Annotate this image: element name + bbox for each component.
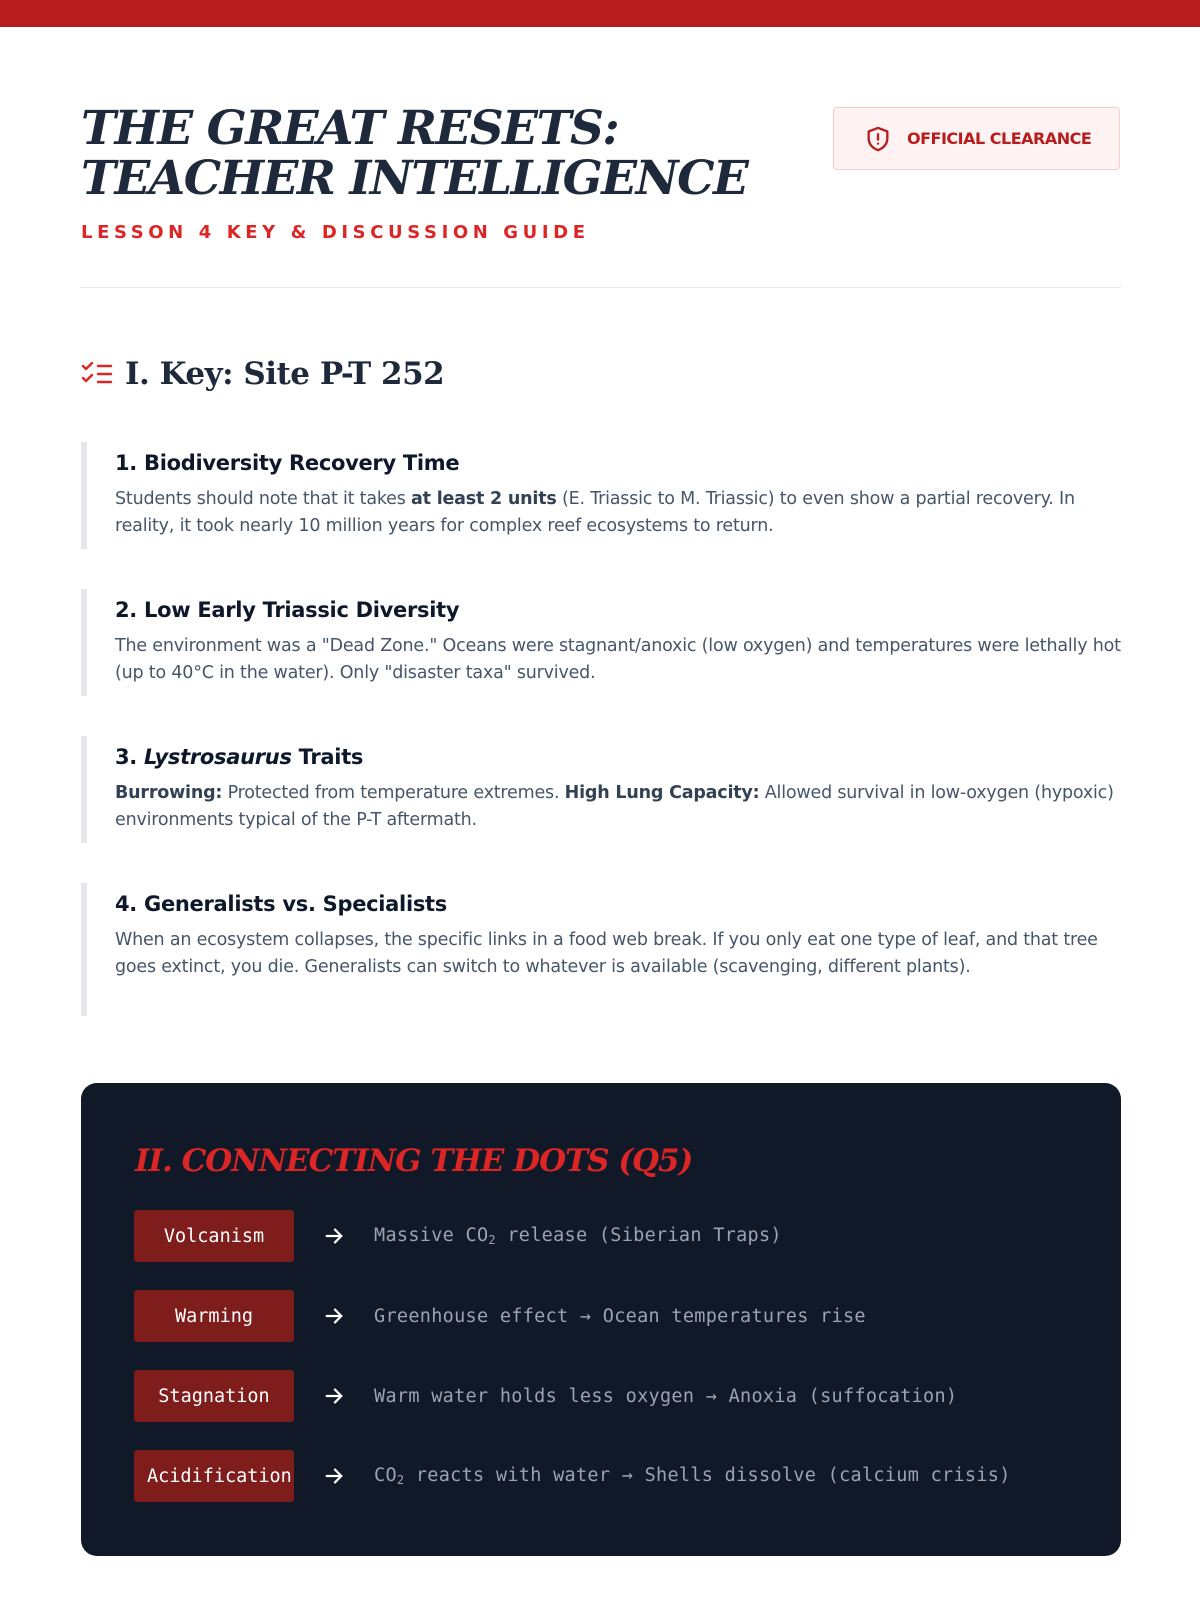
effect-text-part: reacts with water → Shells dissolve (calcium crisis)	[404, 1465, 1011, 1486]
connecting-dots-panel	[81, 1083, 1121, 1556]
top-accent-bar	[0, 0, 1200, 27]
cause-chain-row	[134, 1450, 1011, 1502]
key-item-body	[115, 486, 1121, 540]
key-item-heading-text: Low Early Triassic Diversity	[144, 598, 460, 622]
key-item-number: 2.	[115, 598, 137, 622]
cause-tag: Volcanism	[134, 1210, 294, 1262]
key-item-body	[115, 780, 1121, 834]
key-item-number: 4.	[115, 892, 137, 916]
section-2-title: II. CONNECTING THE DOTS (Q5)	[135, 1143, 693, 1179]
key-item-heading	[115, 442, 1121, 476]
key-item-body-text: Allowed survival in low-oxygen (hypoxic) environments typical of the P-T aftermath.	[115, 783, 1114, 830]
key-item-body: When an ecosystem collapses, the specific links in a food web break. If you only eat one type of leaf, and that tree goes extinct, you die. Generalists can switch to whatever is available (scavenging, different plants).	[115, 930, 1098, 977]
key-item-number: 1.	[115, 451, 137, 475]
arrow-right-icon	[294, 1305, 374, 1327]
key-item-heading	[115, 883, 1121, 917]
key-item-body-emphasis: at least 2 units	[411, 489, 557, 509]
key-item-heading-species: Lystrosaurus	[144, 745, 292, 769]
cause-tag: Stagnation	[134, 1370, 294, 1422]
arrow-right-icon	[294, 1385, 374, 1407]
effect-text-part: Massive CO	[374, 1225, 489, 1246]
key-item-body-text: Protected from temperature extremes.	[222, 783, 565, 803]
trait-label-burrowing: Burrowing:	[115, 783, 223, 803]
key-item-heading-text: Generalists vs. Specialists	[144, 892, 447, 916]
checklist-icon	[81, 360, 113, 388]
key-item-body-text: (E. Triassic to M. Triassic) to even show a partial recovery. In reality, it took nearly 10 million years for complex reef ecosystems to return.	[115, 489, 1075, 536]
key-item-3	[81, 736, 1121, 843]
effect-text: Greenhouse effect → Ocean temperatures rise	[374, 1305, 866, 1327]
arrow-right-icon	[294, 1465, 374, 1487]
effect-text-part: CO	[374, 1465, 397, 1486]
effect-text-subscript: 2	[488, 1233, 496, 1247]
effect-text: Warm water holds less oxygen → Anoxia (suffocation)	[374, 1385, 958, 1407]
cause-chain-row	[134, 1370, 957, 1422]
page-title-line-2: TEACHER INTELLIGENCE	[81, 151, 748, 206]
key-item-heading	[115, 736, 1121, 770]
effect-text-part: release (Siberian Traps)	[495, 1225, 782, 1246]
effect-text	[374, 1225, 782, 1247]
key-item-heading-text: Biodiversity Recovery Time	[144, 451, 460, 475]
key-item-number: 3.	[115, 745, 137, 769]
section-1-heading	[81, 356, 444, 392]
trait-label-lung-capacity: High Lung Capacity:	[564, 783, 760, 803]
key-item-2	[81, 589, 1121, 696]
section-1-title: I. Key: Site P-T 252	[125, 356, 445, 392]
cause-chain-row	[134, 1210, 782, 1262]
key-item-4	[81, 883, 1121, 1016]
key-item-body-text: Students should note that it takes	[115, 489, 412, 509]
key-item-heading-text: Traits	[291, 745, 364, 769]
key-item-body: The environment was a "Dead Zone." Oceans were stagnant/anoxic (low oxygen) and temperatures were lethally hot (up to 40°C in the water). Only "disaster taxa" survived.	[115, 636, 1121, 683]
key-item-heading	[115, 589, 1121, 623]
key-item-1	[81, 442, 1121, 549]
clearance-badge-label: OFFICIAL CLEARANCE	[907, 129, 1092, 148]
clearance-badge	[833, 107, 1120, 170]
effect-text-subscript: 2	[396, 1473, 405, 1487]
page-title-line-1: THE GREAT RESETS:	[81, 101, 619, 156]
shield-alert-icon	[864, 124, 892, 154]
cause-chain-row	[134, 1290, 866, 1342]
cause-tag: Acidification	[134, 1450, 294, 1502]
cause-tag: Warming	[134, 1290, 294, 1342]
arrow-right-icon	[294, 1225, 374, 1247]
header-divider	[81, 287, 1121, 288]
page-subtitle: LESSON 4 KEY & DISCUSSION GUIDE	[81, 222, 590, 243]
effect-text	[374, 1465, 1011, 1487]
